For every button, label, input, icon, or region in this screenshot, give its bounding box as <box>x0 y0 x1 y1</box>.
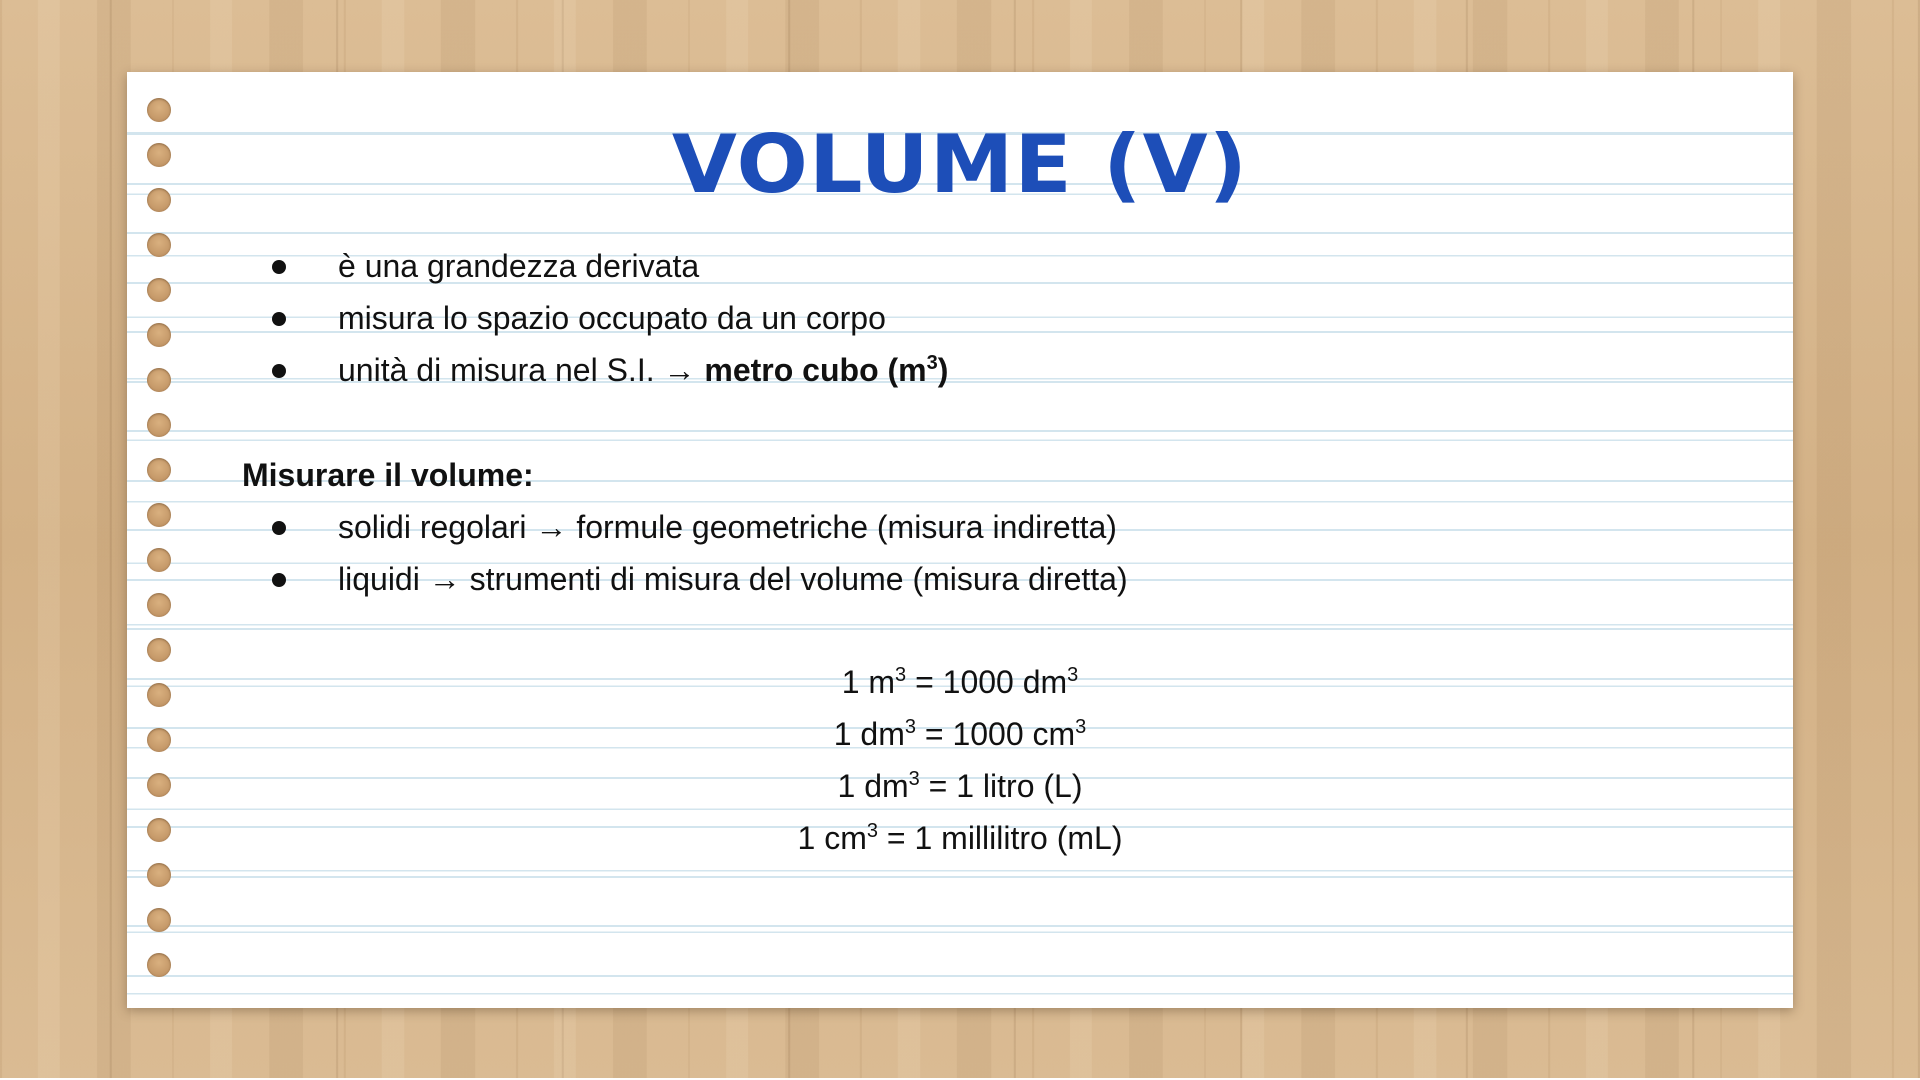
bullet-dot <box>272 260 286 274</box>
rule-line <box>127 628 1793 630</box>
eq-right: = 1000 dm <box>906 664 1068 700</box>
rule-line <box>127 975 1793 977</box>
bullet-text-2: misura lo spazio occupato da un corpo <box>338 300 886 336</box>
binder-hole <box>147 908 171 932</box>
exponent: 3 <box>1075 716 1087 738</box>
equivalence-line <box>0 662 1920 702</box>
binder-hole <box>147 548 171 572</box>
section-heading: Misurare il volume: <box>242 457 534 493</box>
rule-line <box>127 430 1793 432</box>
measure-bullet-text-1: solidi regolari → formule geometriche (misura indiretta) <box>338 509 1117 545</box>
eq-left: 1 dm <box>833 716 905 752</box>
si-unit-highlight <box>704 352 948 388</box>
bullet-text-3-plain: unità di misura nel S.I. → <box>338 352 696 388</box>
binder-hole <box>147 503 171 527</box>
equivalence-line <box>0 818 1920 858</box>
eq-left: 1 m <box>841 664 896 700</box>
bullet-dot <box>272 521 286 535</box>
eq-right: = 1 litro (L) <box>919 768 1083 804</box>
exponent: 3 <box>908 768 920 790</box>
binder-hole <box>147 233 171 257</box>
measure-bullet-text-2: liquidi → strumenti di misura del volume (misura diretta) <box>338 561 1128 597</box>
equivalence-line <box>0 714 1920 754</box>
si-unit-name: metro cubo (m <box>704 352 927 388</box>
exponent: 3 <box>895 664 907 686</box>
exponent: 3 <box>866 820 878 842</box>
exponent: 3 <box>904 716 916 738</box>
exponent: 3 <box>926 352 938 374</box>
binder-hole <box>147 593 171 617</box>
exponent: 3 <box>1067 664 1079 686</box>
rule-line <box>127 925 1793 927</box>
bullet-text-1: è una grandezza derivata <box>338 248 700 284</box>
binder-hole <box>147 953 171 977</box>
eq-left: 1 cm <box>797 820 867 856</box>
page-title: VOLUME (V) <box>671 118 1249 211</box>
bullet-text-3 <box>338 350 948 390</box>
rule-line <box>127 232 1793 234</box>
rule-line <box>127 876 1793 878</box>
equivalence-line <box>0 766 1920 806</box>
binder-hole <box>147 458 171 482</box>
binder-hole <box>147 323 171 347</box>
eq-left: 1 dm <box>837 768 909 804</box>
binder-hole <box>147 278 171 302</box>
eq-right: = 1000 cm <box>915 716 1076 752</box>
bullet-dot <box>272 312 286 326</box>
bullet-dot <box>272 364 286 378</box>
bullet-dot <box>272 573 286 587</box>
binder-hole <box>147 368 171 392</box>
eq-right: = 1 millilitro (mL) <box>878 820 1123 856</box>
binder-hole <box>147 638 171 662</box>
binder-hole <box>147 863 171 887</box>
closing-paren: ) <box>937 352 949 388</box>
binder-hole <box>147 413 171 437</box>
